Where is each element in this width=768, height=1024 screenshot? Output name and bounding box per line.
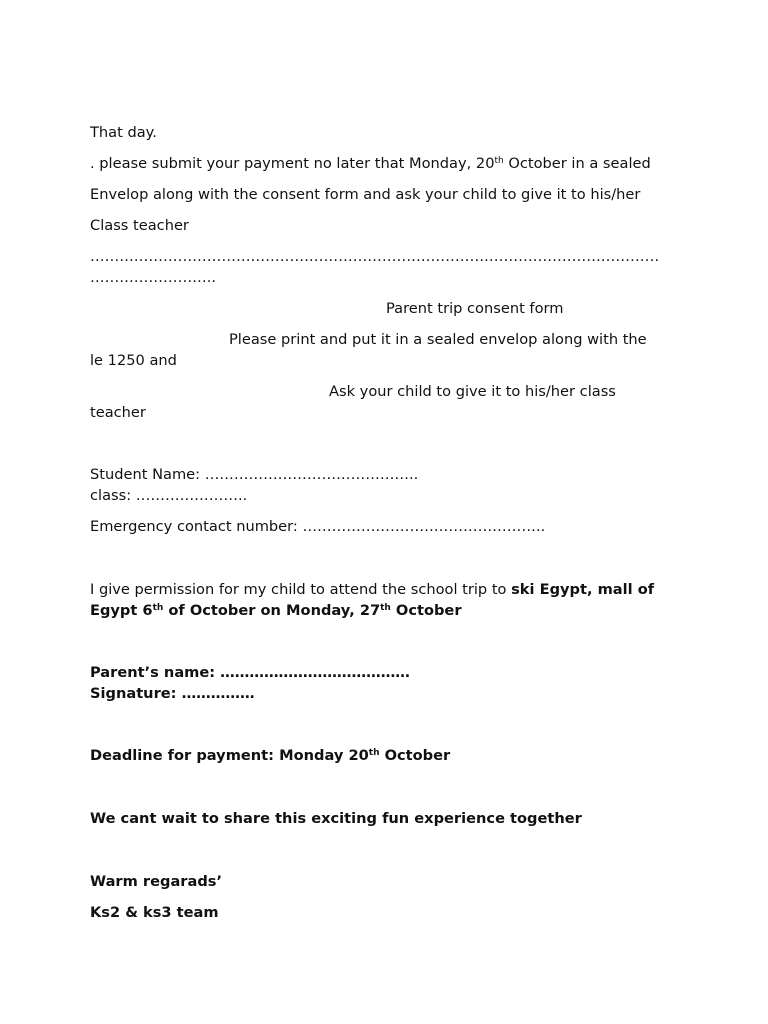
permission-statement-cont bbox=[90, 600, 690, 621]
form-instruction-1: Please print and put it in a sealed envelop along with the bbox=[229, 331, 647, 348]
parent-name-field: Parent’s name: ………………………………… bbox=[90, 664, 410, 681]
permission-destination: ski Egypt, mall of bbox=[511, 581, 655, 598]
permission-text-3: of October on Monday, 27 bbox=[163, 602, 381, 619]
intro-line-2-text-b: October in a sealed bbox=[503, 155, 651, 172]
student-name-field: Student Name: …………………………………….. bbox=[90, 466, 419, 483]
permission-sup-1: th bbox=[152, 603, 164, 613]
deadline-sup: th bbox=[368, 748, 380, 758]
deadline-text: Deadline for payment: Monday 20 bbox=[90, 747, 369, 764]
deadline-text-b: October bbox=[379, 747, 451, 764]
form-instruction-1-cont: le 1250 and bbox=[90, 352, 177, 369]
form-title: Parent trip consent form bbox=[386, 300, 564, 317]
intro-line-3: Envelop along with the consent form and ask your child to give it to his/her bbox=[90, 186, 641, 203]
payment-deadline bbox=[90, 745, 690, 766]
permission-text-4: October bbox=[390, 602, 462, 619]
intro-line-2-sup: th bbox=[494, 156, 504, 166]
form-instruction-2: Ask your child to give it to his/her class bbox=[329, 383, 616, 400]
separator-dots-1: ……………………………………………………………………………………………………… bbox=[90, 248, 660, 265]
intro-line-1: That day. bbox=[90, 124, 157, 141]
document-page bbox=[90, 118, 690, 923]
separator-dots-2: …………………….. bbox=[90, 269, 217, 286]
class-field: class: ………………….. bbox=[90, 487, 248, 504]
intro-line-2 bbox=[90, 153, 690, 174]
permission-statement bbox=[90, 579, 690, 600]
team-signoff: Ks2 & ks3 team bbox=[90, 904, 219, 921]
regards-line: Warm regarads’ bbox=[90, 873, 223, 890]
closing-message: We cant wait to share this exciting fun experience together bbox=[90, 810, 582, 827]
emergency-contact-field: Emergency contact number: ………………………………………….. bbox=[90, 518, 546, 535]
intro-line-4: Class teacher bbox=[90, 217, 189, 234]
signature-field: Signature: …………… bbox=[90, 685, 255, 702]
permission-text: I give permission for my child to attend the school trip to bbox=[90, 581, 512, 598]
permission-text-2: Egypt 6 bbox=[90, 602, 153, 619]
form-instruction-2-cont: teacher bbox=[90, 404, 146, 421]
permission-sup-2: th bbox=[380, 603, 391, 613]
intro-line-2-text: . please submit your payment no later that Monday, 20 bbox=[90, 155, 495, 172]
